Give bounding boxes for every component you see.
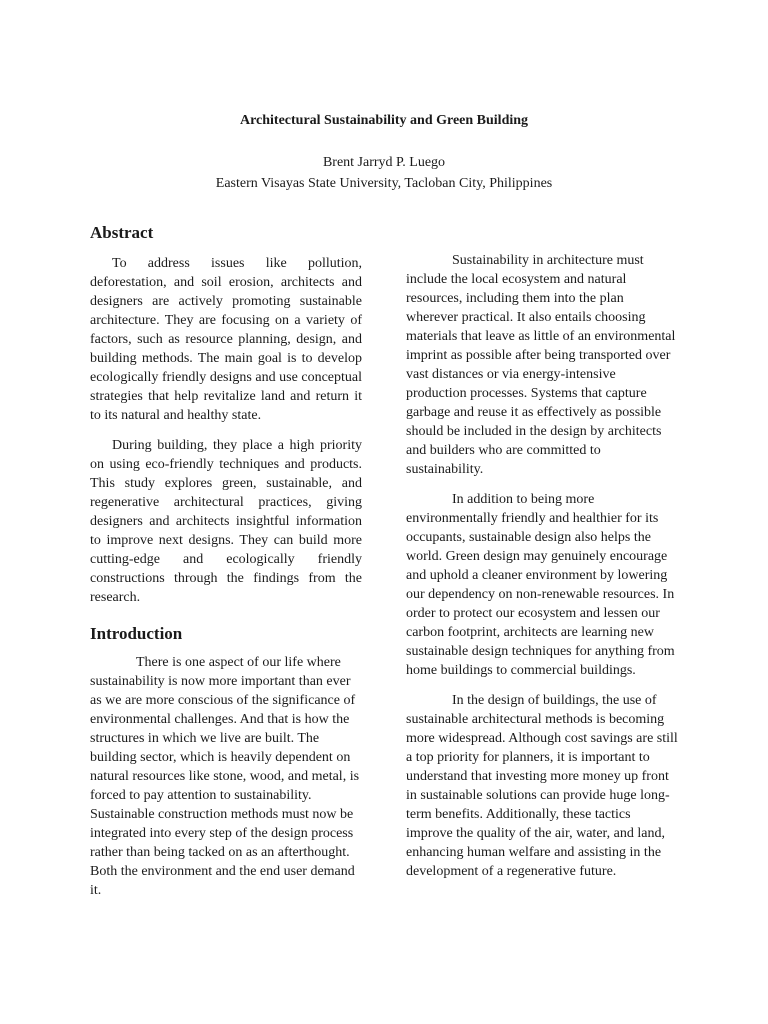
body-paragraph-1: Sustainability in architecture must include the local ecosystem and natural resources, including them into the plan wherever practical. It also entails choosing materials that leave as little of an environmental imprint as possible after being transported over vast distances or via energy-intensive production processes. Systems that capture garbage and reuse it as effectively as possible should be included in the design by architects and builders who are committed to sustainability.: [406, 253, 676, 477]
introduction-paragraph-1: There is one aspect of our life where sustainability is now more important than ever as we are more conscious of the significance of environmental challenges. And that is how the structures in which we live are built. The building sector, which is heavily dependent on natural resources like stone, wood, and metal, is forced to pay attention to sustainability. Sustainable construction methods must now be integrated into every step of the design process rather than being tacked on as an afterthought. Both the environment and the end user demand it.: [90, 655, 360, 898]
paper-title: Architectural Sustainability and Green Building: [239, 113, 529, 128]
author-name: Brent Jarryd P. Luego: [322, 155, 446, 170]
body-paragraph-3: In the design of buildings, the use of sustainable architectural methods is becoming more widespread. Although cost savings are still a top priority for planners, it is important to understand that investing more money up front in sustainable solutions can provide huge long-term benefits. Additionally, these tactics improve the quality of the air, water, and land, enhancing human welfare and assisting in the development of a regenerative future.: [406, 693, 678, 879]
abstract-paragraph-2: During building, they place a high priority on using eco-friendly techniques and products. This study explores green, sustainable, and regenerative architectural practices, giving designers and architects insightful information to improve next designs. They can build more cutting-edge and ecologically friendly constructions through the findings from the research.: [90, 438, 362, 605]
introduction-heading: Introduction: [90, 624, 183, 643]
abstract-paragraph-1: To address issues like pollution, deforestation, and soil erosion, architects and designers are actively promoting sustainable architecture. They are focusing on a variety of factors, such as resource planning, design, and building methods. The main goal is to develop ecologically friendly designs and use conceptual strategies that help revitalize land and return it to its natural and healthy state.: [90, 256, 362, 423]
author-affiliation: Eastern Visayas State University, Tacloban City, Philippines: [215, 176, 553, 191]
body-paragraph-2: In addition to being more environmentally friendly and healthier for its occupants, sustainable design also helps the world. Green design may genuinely encourage and uphold a cleaner environment by lowering our dependency on non-renewable resources. In order to protect our ecosystem and lessen our carbon footprint, architects are learning new sustainable design techniques for anything from home buildings to commercial buildings.: [406, 492, 675, 678]
right-column: [406, 251, 678, 892]
abstract-heading: Abstract: [90, 223, 154, 242]
left-column: [90, 222, 362, 911]
